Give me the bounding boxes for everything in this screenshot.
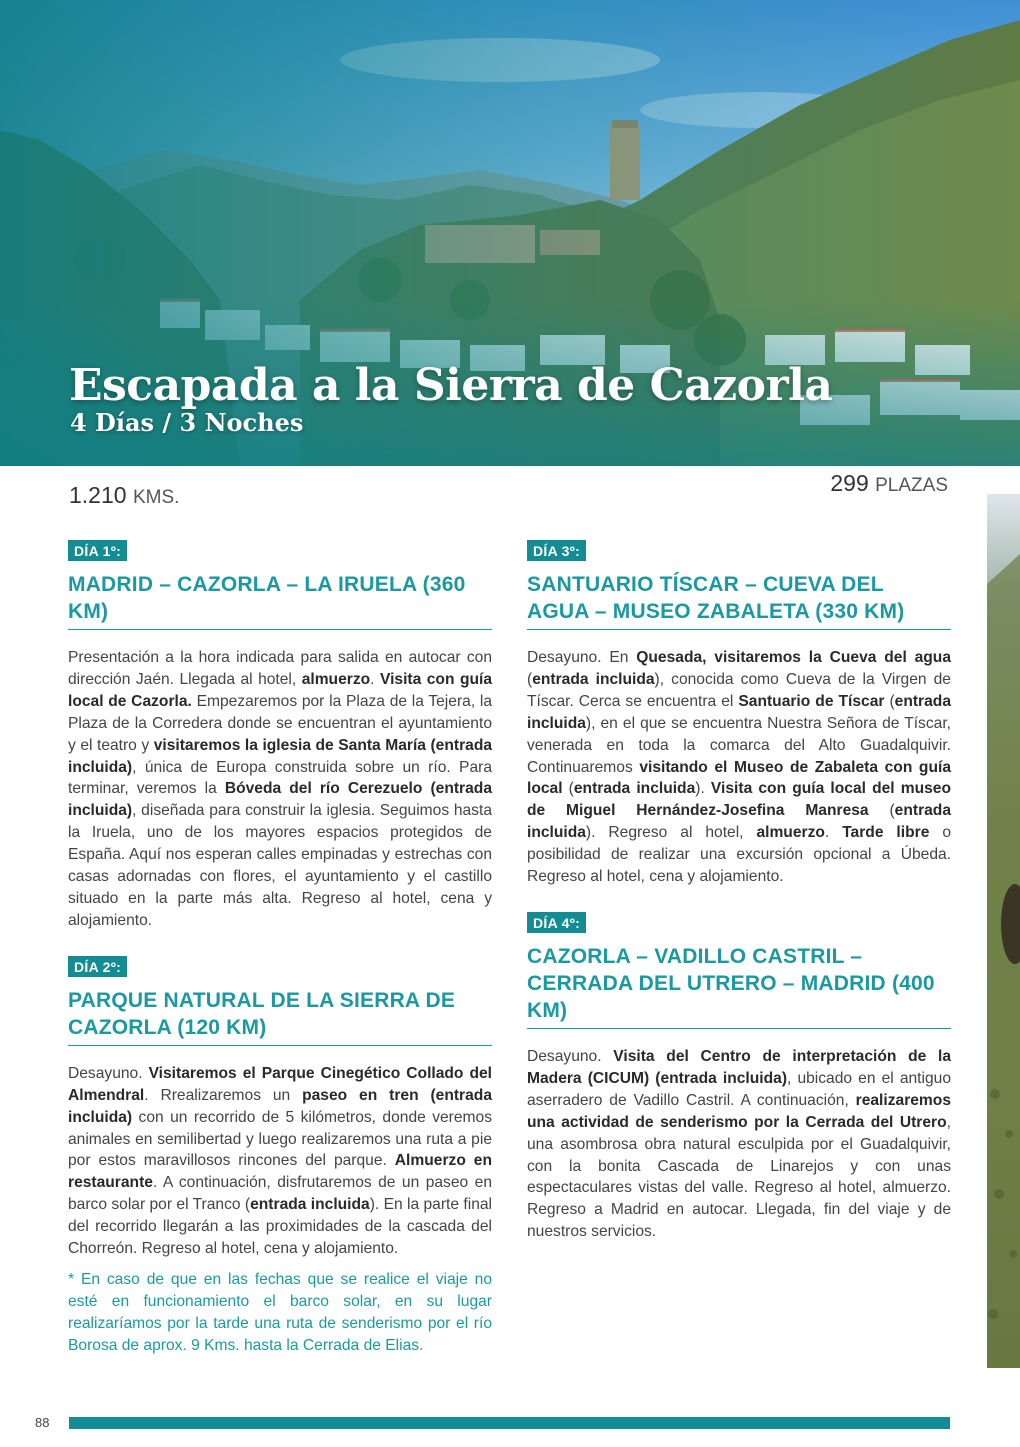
day-2-section bbox=[68, 956, 492, 1357]
day-4-badge: DÍA 4º: bbox=[527, 912, 586, 933]
highlight-text: realizaremos una actividad de senderismo por la Cerrada del Utrero bbox=[527, 1091, 951, 1131]
body-text: ( bbox=[884, 692, 895, 710]
day-2-description bbox=[68, 1063, 492, 1260]
body-text: . Rrealizaremos un bbox=[144, 1086, 303, 1104]
body-text: , diseñada para construir la iglesia. Seguimos hasta la Iruela, uno de los mayores espacios protegidos de España. Aquí nos esperan calles empinadas y estrechas con casas adornadas con flores, el ayuntamiento y el castillo situado en la parte más alta. Regreso al hotel, cena y alojamiento. bbox=[68, 802, 492, 929]
seats-unit: PLAZAS bbox=[875, 475, 948, 496]
highlight-text: Visitaremos el Parque Cinegético Collado del Almendral bbox=[68, 1064, 492, 1104]
highlight-text: entrada incluida bbox=[527, 802, 952, 842]
body-text: , una asombrosa obra natural esculpida por el Guadalquivir, con la bonita Cascada de Linarejos y con unas espectaculares vistas del valle. Regreso al hotel, almuerzo. Regreso a Madrid en autocar. Llegada, fin del viaje y de nuestros servicios. bbox=[527, 1113, 951, 1241]
body-text: . A continuación, disfrutaremos de un paseo en barco solar por el Tranco ( bbox=[68, 1174, 492, 1214]
distance-value: 1.210 bbox=[69, 482, 127, 508]
day-4-section bbox=[527, 912, 951, 1243]
itinerary-right-column bbox=[527, 540, 951, 1267]
highlight-text: visitaremos la iglesia de Santa María (entrada incluida) bbox=[68, 736, 493, 776]
seats-value: 299 bbox=[830, 470, 869, 496]
body-text: Desayuno. bbox=[527, 1047, 614, 1065]
highlight-text: entrada incluida bbox=[527, 692, 951, 732]
highlight-text: almuerzo bbox=[756, 824, 825, 842]
day-4-title: CAZORLA – VADILLO CASTRIL – CERRADA DEL UTRERO – MADRID (400 KM) bbox=[527, 943, 951, 1029]
highlight-text: Santuario de Tíscar bbox=[738, 692, 885, 710]
highlight-text: Tarde libre bbox=[842, 824, 930, 842]
highlight-text: Almuerzo en restaurante bbox=[68, 1152, 492, 1192]
highlight-text: Visita del Centro de interpretación de la Madera (CICUM) (entrada incluida) bbox=[527, 1047, 951, 1087]
highlight-text: Bóveda del río Cerezuelo (entrada incluida) bbox=[68, 780, 492, 820]
body-text: ). En la parte final del recorrido llegarán a las proximidades de la cascada del Chorreón. Regreso al hotel, cena y alojamiento. bbox=[68, 1196, 493, 1258]
distance-stat bbox=[69, 482, 179, 509]
distance-unit: KMS. bbox=[132, 487, 180, 508]
side-photo-strip bbox=[987, 494, 1020, 1368]
body-text: ( bbox=[527, 670, 533, 688]
day-1-badge: DÍA 1º: bbox=[68, 540, 127, 561]
body-text: . bbox=[370, 670, 380, 688]
body-text: con un recorrido de 5 kilómetros, donde veremos animales en semilibertad y luego realizaremos una ruta a pie por estos maravillosos rincones del parque. bbox=[68, 1108, 492, 1170]
hero-banner bbox=[0, 0, 1020, 466]
day-1-title: MADRID – CAZORLA – LA IRUELA (360 KM) bbox=[68, 571, 492, 630]
highlight-text: entrada incluida bbox=[532, 670, 655, 688]
page-subtitle: 4 Días / 3 Noches bbox=[70, 408, 304, 437]
day-4-description bbox=[527, 1046, 951, 1243]
day-3-title: SANTUARIO TÍSCAR – CUEVA DEL AGUA – MUSEO ZABALETA (330 KM) bbox=[527, 571, 951, 630]
footer-bar bbox=[69, 1417, 950, 1429]
body-text: Empezaremos por la Plaza de la Tejera, la Plaza de la Corredera donde se encuentran el ayuntamiento y el teatro y bbox=[68, 692, 493, 754]
body-text: Presentación a la hora indicada para salida en autocar con dirección Jaén. Llegada al hotel, bbox=[68, 649, 492, 688]
body-text: ). Regreso al hotel, bbox=[585, 824, 757, 842]
highlight-text: Visita con guía local del museo de Miguel Hernández-Josefina Manresa bbox=[527, 780, 951, 820]
day-3-section bbox=[527, 540, 951, 888]
day-3-badge: DÍA 3º: bbox=[527, 540, 586, 561]
body-text: ), en el que se encuentra Nuestra Señora de Tíscar, venerada en toda la comarca del Alto Guadalquivir. Continuaremos bbox=[527, 714, 951, 776]
body-text: ). bbox=[695, 780, 711, 798]
body-text: Desayuno. En bbox=[527, 649, 637, 666]
side-photo-image bbox=[987, 494, 1020, 1368]
highlight-text: visitando el Museo de Zabaleta con guía local bbox=[527, 758, 951, 798]
day-3-description bbox=[527, 647, 951, 888]
body-text: Desayuno. bbox=[68, 1064, 149, 1082]
page-number: 88 bbox=[35, 1415, 50, 1430]
day-1-section bbox=[68, 540, 492, 932]
body-text: ), conocida como Cueva de la Virgen de Tíscar. Cerca se encuentra el bbox=[527, 670, 951, 710]
highlight-text: Visita con guía local de Cazorla. bbox=[68, 670, 493, 710]
body-text: , única de Europa construida sobre un río. Para terminar, veremos la bbox=[68, 758, 492, 798]
body-text: . bbox=[824, 824, 843, 842]
body-text: , ubicado en el antiguo aserradero de Vadillo Castril. A continuación, bbox=[527, 1069, 951, 1109]
body-text: o posibilidad de realizar una excursión opcional a Úbeda. Regreso al hotel, cena y alojamiento. bbox=[527, 824, 951, 886]
highlight-text: paseo en tren (entrada incluida) bbox=[68, 1086, 492, 1126]
seats-stat bbox=[830, 470, 948, 497]
day-2-note: * En caso de que en las fechas que se realice el viaje no esté en funcionamiento el barco solar, en su lugar realizaríamos por la tarde una ruta de senderismo por el río Borosa de aprox. 9 Kms. hasta la Cerrada de Elias. bbox=[68, 1270, 492, 1354]
highlight-text: entrada incluida bbox=[250, 1196, 370, 1214]
day-1-description bbox=[68, 647, 492, 932]
highlight-text: Quesada, visitaremos la Cueva del agua bbox=[636, 649, 952, 666]
highlight-text: almuerzo bbox=[301, 670, 371, 688]
highlight-text: entrada incluida bbox=[573, 780, 696, 798]
body-text: ( bbox=[562, 780, 574, 798]
day-2-title: PARQUE NATURAL DE LA SIERRA DE CAZORLA (120 KM) bbox=[68, 987, 492, 1046]
body-text: ( bbox=[868, 802, 895, 820]
day-2-badge: DÍA 2º: bbox=[68, 956, 127, 977]
itinerary-left-column bbox=[68, 540, 492, 1381]
page-title: Escapada a la Sierra de Cazorla bbox=[69, 360, 833, 411]
